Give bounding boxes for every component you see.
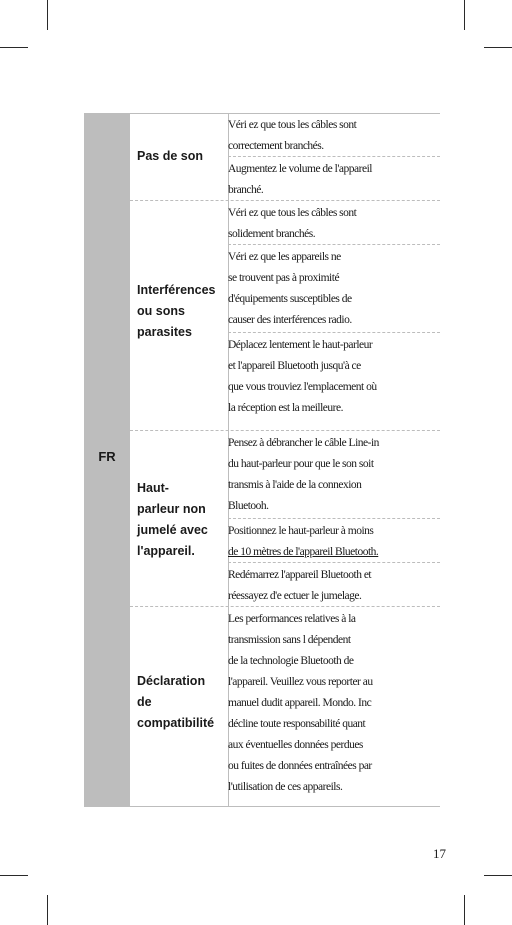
solution-text [228, 519, 440, 563]
solution-line: que vous trouviez l'emplacement où [228, 381, 377, 393]
solution-line: la réception est la meilleure. [228, 402, 343, 414]
solution-text [228, 431, 440, 517]
solution-line: ou fuites de données entraînées par [228, 760, 372, 772]
solution-text [228, 333, 440, 419]
issue-label-line: ou sons [137, 304, 185, 318]
table-section [130, 431, 440, 607]
solution-line: Pensez à débrancher le câble Line-in [228, 437, 379, 449]
solution-cell [228, 519, 440, 563]
crop-mark [464, 895, 465, 925]
solution-line: et l'appareil Bluetooth jusqu'à ce [228, 360, 361, 372]
solution-line: l'appareil. Veuillez vous reporter au [228, 676, 373, 688]
solution-cell [228, 431, 440, 519]
page-number: 17 [433, 846, 446, 861]
solution-cell [228, 201, 440, 245]
solution-line: branché. [228, 184, 264, 196]
issue-label [137, 280, 217, 343]
crop-mark [0, 875, 28, 876]
solution-cell [228, 333, 440, 431]
issue-label-line: Interférences [137, 283, 216, 297]
crop-mark [47, 0, 48, 30]
crop-mark [464, 0, 465, 30]
solution-line: solidement branchés. [228, 228, 316, 240]
issue-label-line: jumelé avec [137, 523, 208, 537]
solution-line: de 10 mètres de l'appareil Bluetooth. [228, 546, 379, 558]
solution-line: aux éventuelles données perdues [228, 739, 363, 751]
solution-text [228, 245, 440, 331]
solution-line: l'utilisation de ces appareils. [228, 781, 343, 793]
solution-line: réessayez d'e ectuer le jumelage. [228, 590, 362, 602]
issue-label-line: Pas de son [137, 149, 203, 163]
solution-line: manuel dudit appareil. Mondo. Inc [228, 697, 372, 709]
solution-line: Véri ez que les appareils ne [228, 251, 341, 263]
issue-label-line: parasites [137, 325, 192, 339]
issue-label-line: Haut- [137, 481, 169, 495]
solution-text [228, 157, 440, 201]
solution-cell [228, 563, 440, 607]
issue-label [137, 671, 217, 734]
solution-cell [228, 157, 440, 201]
solution-line: d'équipements susceptibles de [228, 293, 352, 305]
solution-line: Véri ez que tous les câbles sont [228, 119, 357, 131]
table-section [130, 607, 440, 806]
issue-label-line: l'appareil. [137, 544, 195, 558]
issue-label-line: parleur non [137, 502, 206, 516]
solution-line: Déplacez lentement le haut-parleur [228, 339, 373, 351]
solution-line: transmis à l'aide de la connexion [228, 479, 362, 491]
language-label: FR [98, 449, 116, 464]
issue-label [137, 478, 217, 562]
solution-line: Positionnez le haut-parleur à moins [228, 525, 374, 537]
solution-text [228, 607, 440, 798]
crop-mark [0, 47, 28, 48]
crop-mark [484, 47, 512, 48]
solution-line: Augmentez le volume de l'appareil [228, 163, 372, 175]
solution-text [228, 201, 440, 245]
issue-label-line: compatibilité [137, 716, 215, 730]
solution-line: de la technologie Bluetooth de [228, 655, 354, 667]
issue-label-line: de [137, 695, 152, 709]
solution-line: Véri ez que tous les câbles sont [228, 207, 357, 219]
solution-line: correctement branchés. [228, 140, 324, 152]
solution-text [228, 113, 440, 157]
table-section [130, 201, 440, 431]
solution-line: Bluetooh. [228, 500, 269, 512]
solution-text [228, 563, 440, 607]
solution-line: Les performances relatives à la [228, 613, 356, 625]
solution-line: du haut-parleur pour que le son soit [228, 458, 374, 470]
crop-mark [47, 895, 48, 925]
solution-line: se trouvent pas à proximité [228, 272, 340, 284]
solution-cell [228, 113, 440, 157]
troubleshooting-table [84, 113, 440, 807]
solution-line: transmission sans l dépendent [228, 634, 351, 646]
solution-cell [228, 245, 440, 333]
issue-label [137, 146, 217, 167]
solution-line: décline toute responsabilité quant [228, 718, 366, 730]
issue-label-line: Déclaration [137, 674, 206, 688]
table-section [130, 113, 440, 201]
solution-cell [228, 607, 440, 806]
solution-line: causer des interférences radio. [228, 314, 352, 326]
solution-line: Redémarrez l'appareil Bluetooth et [228, 569, 372, 581]
crop-mark [484, 875, 512, 876]
language-column [84, 113, 130, 806]
